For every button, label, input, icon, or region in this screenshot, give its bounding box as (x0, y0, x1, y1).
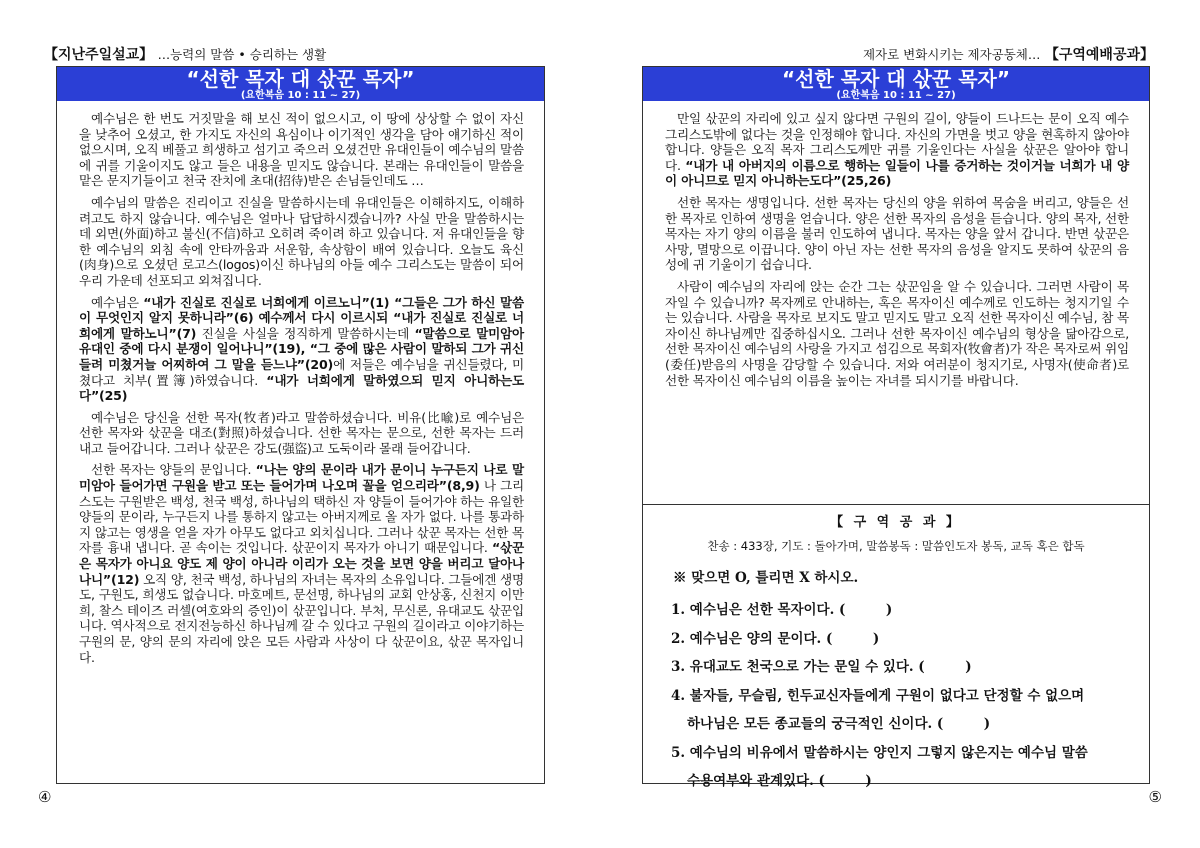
scripture-quote: “내가 너희에게 말하였으되 믿지 아니하는도다”(25) (79, 372, 525, 404)
quiz-title: 【 구 역 공 과 】 (830, 515, 962, 530)
header-right-tag: 【구역예배공과】 (1044, 47, 1154, 63)
text-span: 에 저들은 예수님을 귀신들렸다, 미쳤다고 치부(置簿)하였습니다. (79, 356, 524, 388)
text-span: 진실을 사실을 정직하게 말씀하시는데 (201, 325, 410, 341)
right-page-body (643, 101, 1149, 388)
header-right-subtitle: 제자로 변화시키는 제자공동체… (862, 47, 1041, 62)
text-span: 오직 양, 천국 백성, 하나님의 자녀는 목자의 소유입니다. 그들에겐 생명도, 구원도, 희생도 없습니다. 마호메트, 문선명, 하나님의 교회 안상홍, 신천지 이만희, 찰스 테이즈 러셀(여호와의 증인)이 삯꾼입니다. 부처, 무신론, 유대교도 삯꾼입니다. 역사적으로 전지전능하신 하나님께 갈 수 있다고 구원의 길이라고 이야기하는 구원의 문, 양의 문의 자리에 앉은 모든 사람과 사상이 다 삯꾼이요, 삯꾼 목자입니다. (79, 571, 524, 665)
quiz-section (643, 507, 1149, 796)
scripture-quote: “말씀으로 말미암아 유대인 중에 다시 분쟁이 일어나니”(19), “그 중에 많은 사람이 말하되 그가 귀신들려 미쳤거늘 어찌하여 그 말을 듣느냐”(20) (79, 325, 524, 372)
sermon-title: “선한 목자 대 삯꾼 목자” (781, 67, 1011, 91)
quiz-question (671, 682, 1129, 739)
quiz-instruction: ※ 맞으면 O, 틀리면 X 하시오. (673, 570, 859, 586)
question-text: 1. 예수님은 선한 목자이다. ( ) (671, 602, 893, 618)
page-number-right: ⑤ (1148, 788, 1162, 806)
paragraph: 예수님은 한 번도 거짓말을 해 보신 적이 없으시고, 이 땅에 상상할 수 없이 자신을 낮추어 오셨고, 한 가지도 자신의 욕심이나 이기적인 생각을 담아 얘기하신 적이 없으시며, 오직 베풀고 희생하고 섬기고 죽으러 오셨건만 유대인들이 예수님의 말씀에 귀를 기울이지도 않고 들은 내용을 믿지도 않습니다. 본래는 유대인들이 말씀을 맡은 문지기들이고 천국 잔치에 초대(招待)받은 손님들인데도 … (79, 111, 524, 189)
scripture-quote: “나는 양의 문이라 내가 문이니 누구든지 나로 말미암아 들어가면 구원을 받고 또는 들어가며 나오며 꼴을 얻으리라”(8,9) (79, 462, 524, 494)
quiz-subtitle: 찬송 : 433장, 기도 : 돌아가며, 말씀봉독 : 말씀인도자 봉독, 교독 혹은 합독 (707, 539, 1085, 553)
paragraph (79, 295, 524, 404)
left-page (56, 66, 545, 784)
left-page-body (57, 101, 544, 665)
page-number-left: ④ (38, 788, 52, 806)
question-text: 5. 예수님의 비유에서 말씀하시는 양인지 그렇지 않은지는 예수님 말씀 (671, 744, 1088, 761)
text-span: 선한 목자는 양들의 문입니다. (91, 462, 252, 478)
header-right (863, 46, 1154, 64)
question-text: 2. 예수님은 양의 문이다. ( ) (671, 630, 880, 647)
sermon-title-banner (643, 67, 1149, 101)
scripture-quote: “내가 진실로 진실로 너희에게 이르노니”(1) “그들은 그가 하신 말씀이 무엇인지 알지 못하니라”(6) 예수께서 다시 이르시되 “내가 진실로 진실로 너희에게 말하노니”(7) (79, 294, 524, 341)
question-text-continued: 하나님은 모든 종교들의 궁극적인 신이다. ( ) (687, 716, 991, 732)
section-divider (643, 504, 1149, 505)
quiz-question (671, 625, 1129, 654)
text-span: 나 그리스도는 구원받은 백성, 천국 백성, 하나님의 택하신 자 양들이 들어가야 하는 유일한 양들의 문이라, 누구든지 나를 통하지 않고는 아버지께로 올 자가 없다. 나를 통과하지 않고는 영생을 얻을 자가 아무도 없다고 외치십니다. 그러나 삯꾼 목자는 선한 목자를 흉내 냅니다. 곧 속이는 것입니다. 삯꾼이지 목자가 아니기 때문입니다. (79, 478, 524, 556)
quiz-question (671, 653, 1129, 682)
sermon-title: “선한 목자 대 삯꾼 목자” (186, 67, 415, 91)
sermon-reference: (요한복음 10 : 11 ~ 27) (240, 90, 361, 101)
quiz-question (671, 596, 1129, 625)
header-left-tag: 【지난주일설교】 (44, 47, 154, 63)
paragraph (79, 462, 524, 665)
header-left-subtitle: …능력의 말씀 • 승리하는 생활 (157, 47, 327, 62)
question-text-continued: 수용여부와 관계있다. ( ) (687, 773, 872, 789)
text-span: 예수님은 (91, 294, 139, 310)
text-span: 만일 삯꾼의 자리에 있고 싶지 않다면 구원의 길이, 양들이 드나드는 문이 오직 예수 그리스도밖에 없다는 것을 인정해야 합니다. 자신의 가면을 벗고 양을 현혹하지 않아야 합니다. 양들은 오직 목자 그리스도께만 귀를 기울인다는 사실을 삯꾼은 알아야 합니다. (665, 111, 1129, 173)
scripture-quote: “내가 내 아버지의 이름으로 행하는 일들이 나를 증거하는 것이거늘 너희가 내 양이 아니므로 믿지 아니하는도다”(25,26) (665, 157, 1129, 189)
paragraph: 예수님은 당신을 선한 목자(牧者)라고 말씀하셨습니다. 비유(比喩)로 예수님은 선한 목자와 삯꾼을 대조(對照)하셨습니다. 선한 목자는 문으로, 선한 목자는 드러내고 들어갑니다. 그러나 삯꾼은 강도(强盜)고 도둑이라 몰래 들어갑니다. (79, 409, 524, 456)
paragraph: 선한 목자는 생명입니다. 선한 목자는 당신의 양을 위하여 목숨을 버리고, 양들은 선한 목자로 인하여 생명을 얻습니다. 양은 선한 목자의 음성을 듣습니다. 양의 목자, 선한 목자는 자기 양의 이름을 불러 인도하여 냅니다. 목자는 양을 앞서 갑니다. 반면 삯꾼은 사망, 멸망으로 이끕니다. 양이 아닌 자는 선한 목자의 음성을 알지도 못하여 삯꾼의 음성에 귀 기울이기 쉽습니다. (665, 194, 1129, 273)
scripture-quote: “삯꾼은 목자가 아니요 양도 제 양이 아니라 이리가 오는 것을 보면 양을 버리고 달아나나니”(12) (79, 540, 524, 587)
paragraph: 예수님의 말씀은 진리이고 진실을 말씀하시는데 유대인들은 이해하지도, 이해하려고도 하지 않습니다. 예수님은 얼마나 답답하시겠습니까? 사실 만을 말씀하시는데 외면(外面)하고 불신(不信)하고 오히려 죽이려 하고 있습니다. 저 유대인들을 향한 예수님의 외침 속에 안타까움과 서운함, 속상함이 배여 있습니다. 오늘도 육신(肉身)으로 오셨던 로고스(logos)이신 하나님의 아들 예수 그리스도는 말씀이 되어 우리 가운데 선포되고 외쳐집니다. (79, 194, 524, 288)
quiz-question (671, 739, 1129, 796)
question-text: 3. 유대교도 천국으로 가는 문일 수 있다. ( ) (671, 659, 972, 675)
header-left (44, 46, 326, 64)
question-text: 4. 불자들, 무슬림, 힌두교신자들에게 구원이 없다고 단정할 수 없으며 (671, 687, 1085, 704)
paragraph: 사람이 예수님의 자리에 앉는 순간 그는 삯꾼임을 알 수 있습니다. 그러면 사람이 목자일 수 있습니까? 목자께로 안내하는, 혹은 목자이신 예수께로 인도하는 청지기일 수는 있습니다. 사람을 목자로 보지도 말고 믿지도 말고 오직 선한 목자이신 예수님, 참 목자이신 하나님께만 집중하십시오. 그러나 선한 목자이신 예수님의 형상을 닮아감으로, 선한 목자이신 예수님의 사랑을 가지고 섬김으로 목회자(牧會者)가 작은 목자로써 위임(委任)받음의 사명을 감당할 수 있습니다. 저와 여러분이 청지기로, 사명자(使命者)로 선한 목자이신 예수님의 이름을 높이는 자녀를 되시기를 바랍니다. (665, 278, 1129, 388)
paragraph (665, 111, 1129, 189)
right-page (642, 66, 1150, 789)
sermon-reference: (요한복음 10 : 11 ~ 27) (836, 90, 956, 101)
sermon-title-banner (57, 67, 544, 101)
